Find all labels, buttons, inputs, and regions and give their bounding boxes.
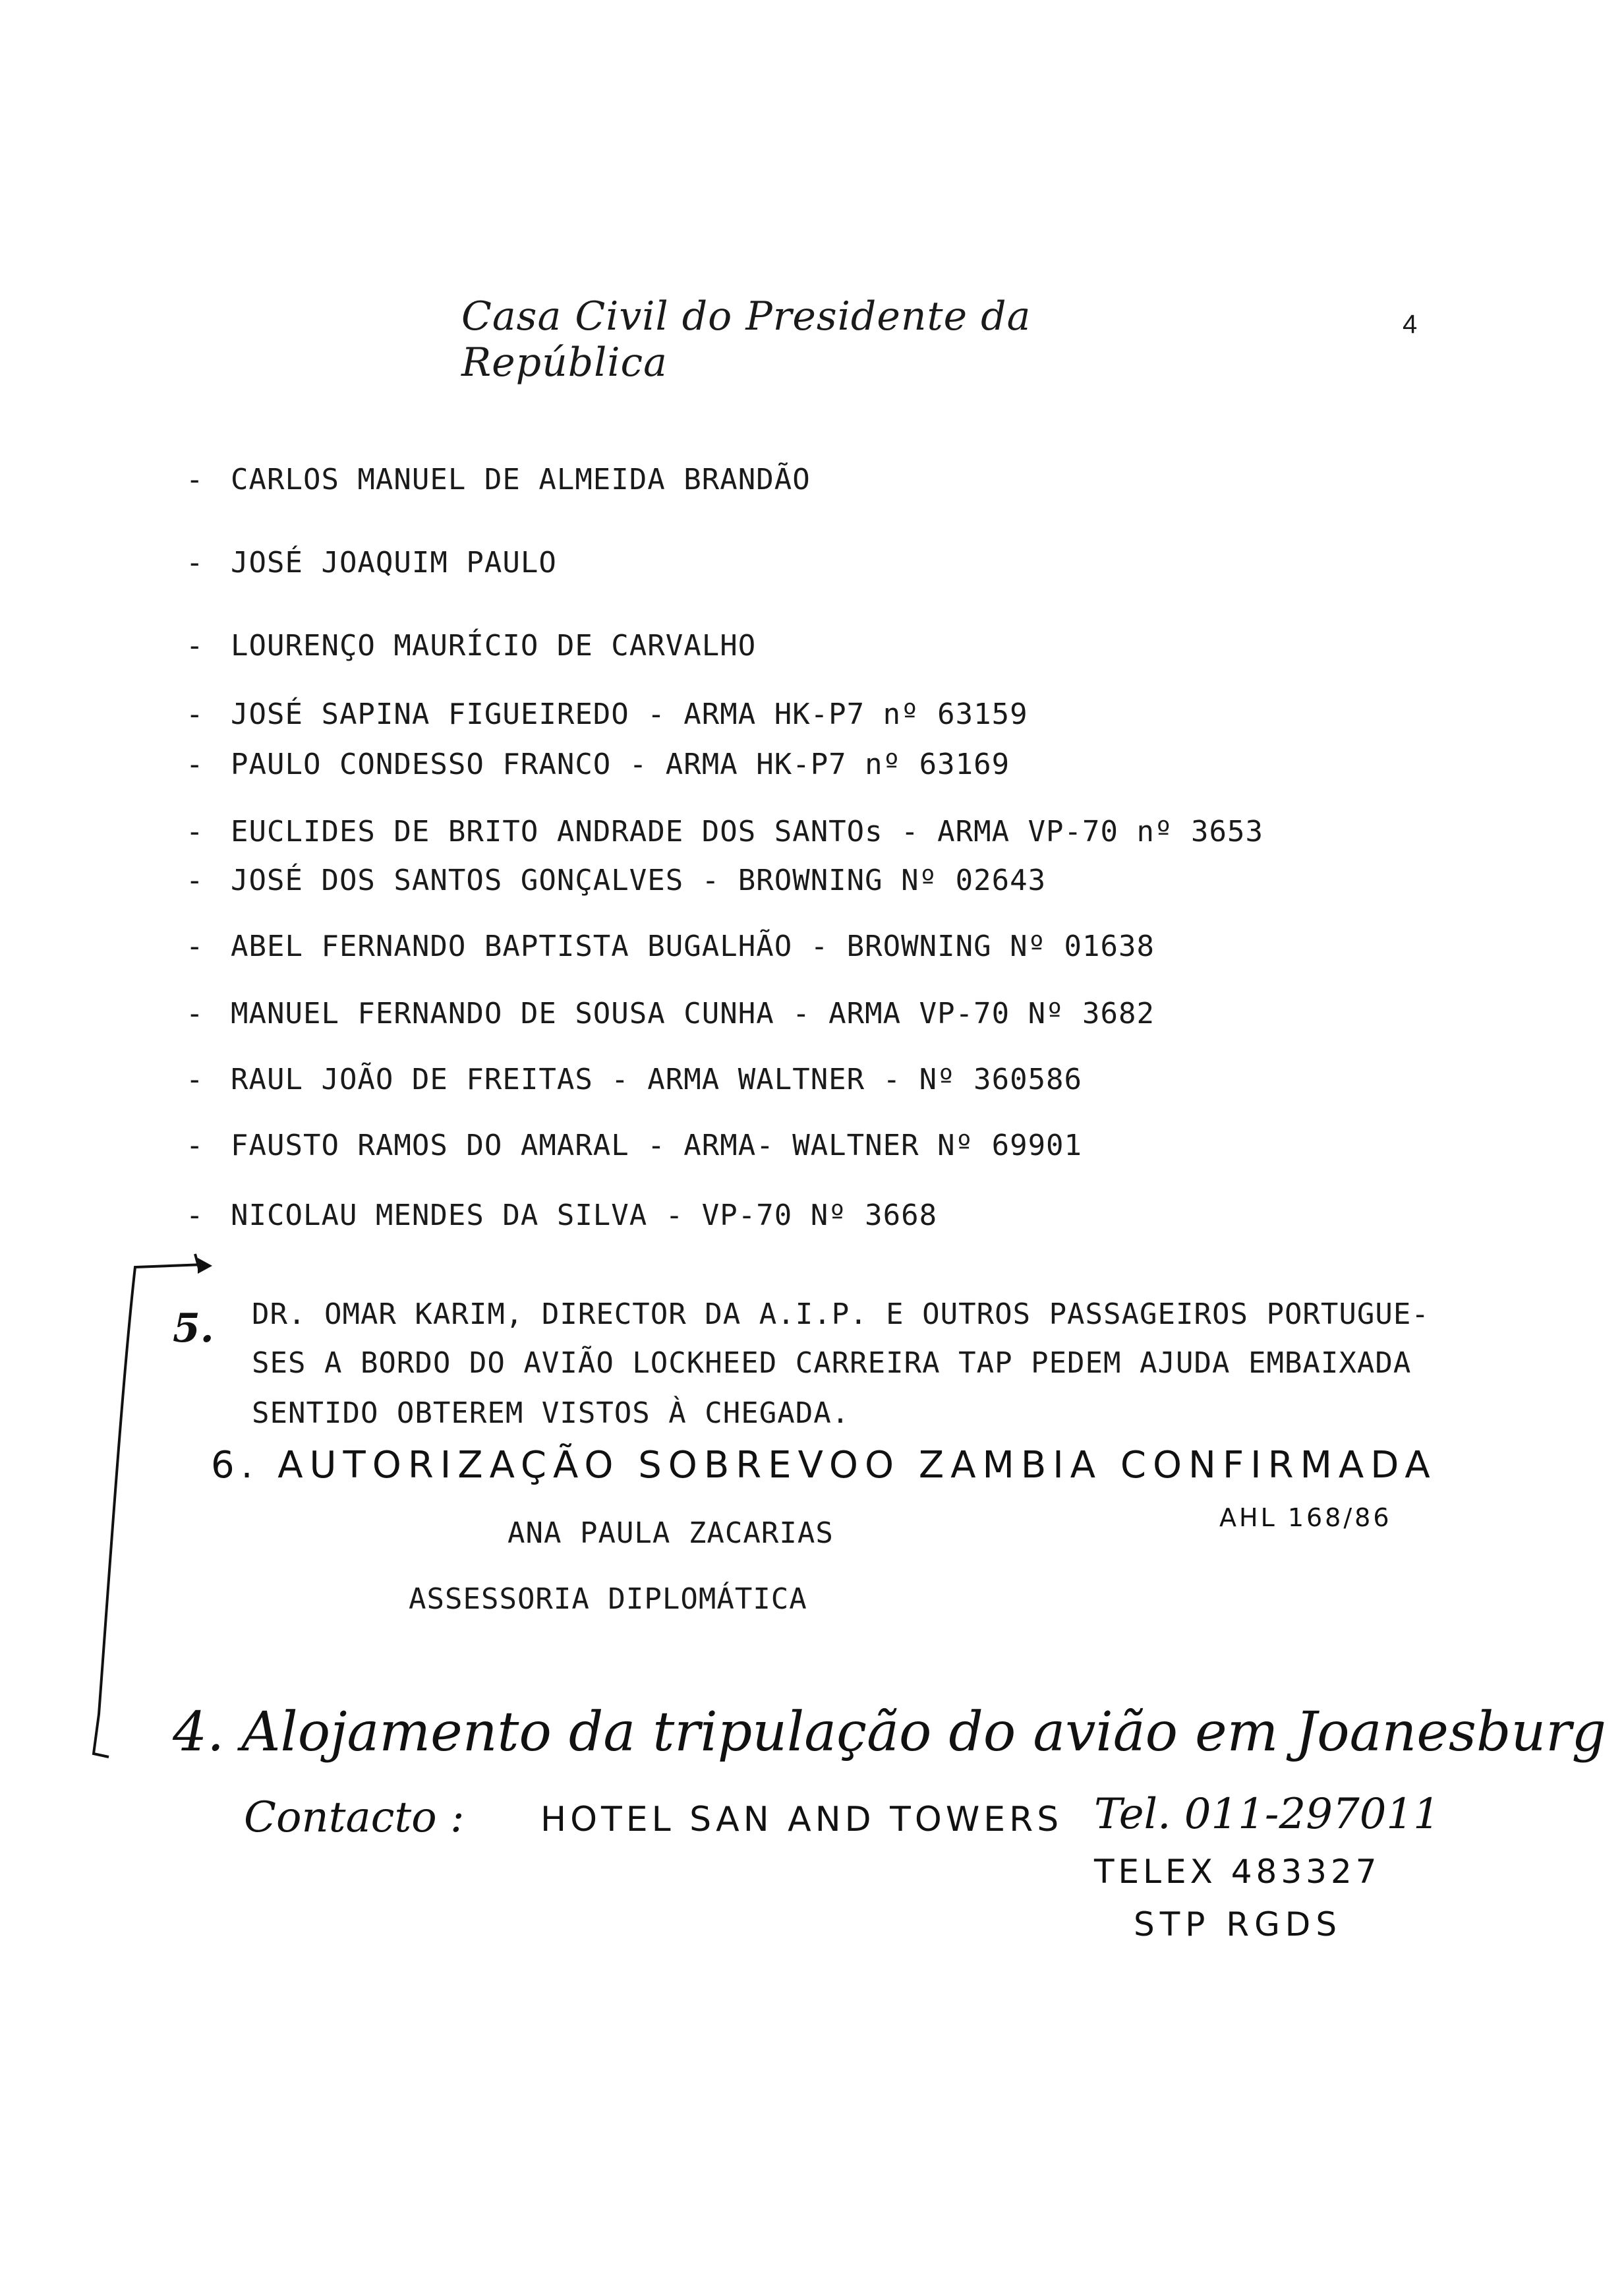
item-6-handwritten-note: 6. AUTORIZAÇÃO SOBREVOO ZAMBIA CONFIRMADA: [211, 1444, 1437, 1487]
hotel-name: HOTEL SAN AND TOWERS: [540, 1800, 1063, 1839]
contact-label: Contacto :: [244, 1793, 465, 1842]
page-number: 4: [1403, 310, 1418, 339]
list-dash: -: [186, 463, 204, 496]
item-6-reference: AHL 168/86: [1219, 1503, 1392, 1532]
list-item-text: LOURENÇO MAURÍCIO DE CARVALHO: [231, 629, 757, 663]
list-item-text: ABEL FERNANDO BAPTISTA BUGALHÃO - BROWNING Nº 01638: [231, 930, 1155, 963]
telex-code: STP RGDS: [1134, 1905, 1343, 1944]
list-item-text: MANUEL FERNANDO DE SOUSA CUNHA - ARMA VP-70 Nº 3682: [231, 997, 1155, 1030]
signature-name: ANA PAULA ZACARIAS: [508, 1516, 834, 1550]
hotel-phone: Tel. 011-297011: [1094, 1790, 1440, 1839]
list-dash: -: [186, 1063, 204, 1096]
list-item-text: CARLOS MANUEL DE ALMEIDA BRANDÃO: [231, 463, 811, 496]
list-item-text: JOSÉ JOAQUIM PAULO: [231, 546, 557, 580]
telex-number: TELEX 483327: [1094, 1853, 1381, 1891]
list-dash: -: [186, 997, 204, 1030]
item-4-handwritten-note: 4. Alojamento da tripulação do avião em Joanesburg: [173, 1701, 1606, 1764]
signature-department: ASSESSORIA DIPLOMÁTICA: [409, 1582, 807, 1616]
item-5-number: 5.: [173, 1305, 214, 1352]
list-dash: -: [186, 698, 204, 731]
list-dash: -: [186, 1129, 204, 1162]
list-dash: -: [186, 815, 204, 848]
list-dash: -: [186, 748, 204, 781]
list-item-text: JOSÉ SAPINA FIGUEIREDO - ARMA HK-P7 nº 63159: [231, 698, 1028, 731]
item-5-line: SENTIDO OBTEREM VISTOS À CHEGADA.: [252, 1396, 850, 1430]
list-dash: -: [186, 1199, 204, 1232]
list-dash: -: [186, 864, 204, 897]
item-5-line: DR. OMAR KARIM, DIRECTOR DA A.I.P. E OUTROS PASSAGEIROS PORTUGUE-: [252, 1297, 1430, 1331]
item-5-line: SES A BORDO DO AVIÃO LOCKHEED CARREIRA TAP PEDEM AJUDA EMBAIXADA: [252, 1346, 1412, 1380]
list-dash: -: [186, 629, 204, 663]
list-item-text: JOSÉ DOS SANTOS GONÇALVES - BROWNING Nº 02643: [231, 864, 1047, 897]
list-dash: -: [186, 930, 204, 963]
list-item-text: EUCLIDES DE BRITO ANDRADE DOS SANTOs - ARMA VP-70 nº 3653: [231, 815, 1263, 848]
list-dash: -: [186, 546, 204, 580]
letterhead: Casa Civil do Presidente da República: [461, 293, 1031, 386]
list-item-text: PAULO CONDESSO FRANCO - ARMA HK-P7 nº 63169: [231, 748, 1010, 781]
list-item-text: NICOLAU MENDES DA SILVA - VP-70 Nº 3668: [231, 1199, 938, 1232]
list-item-text: FAUSTO RAMOS DO AMARAL - ARMA- WALTNER Nº 69901: [231, 1129, 1083, 1162]
list-item-text: RAUL JOÃO DE FREITAS - ARMA WALTNER - Nº 360586: [231, 1063, 1083, 1096]
